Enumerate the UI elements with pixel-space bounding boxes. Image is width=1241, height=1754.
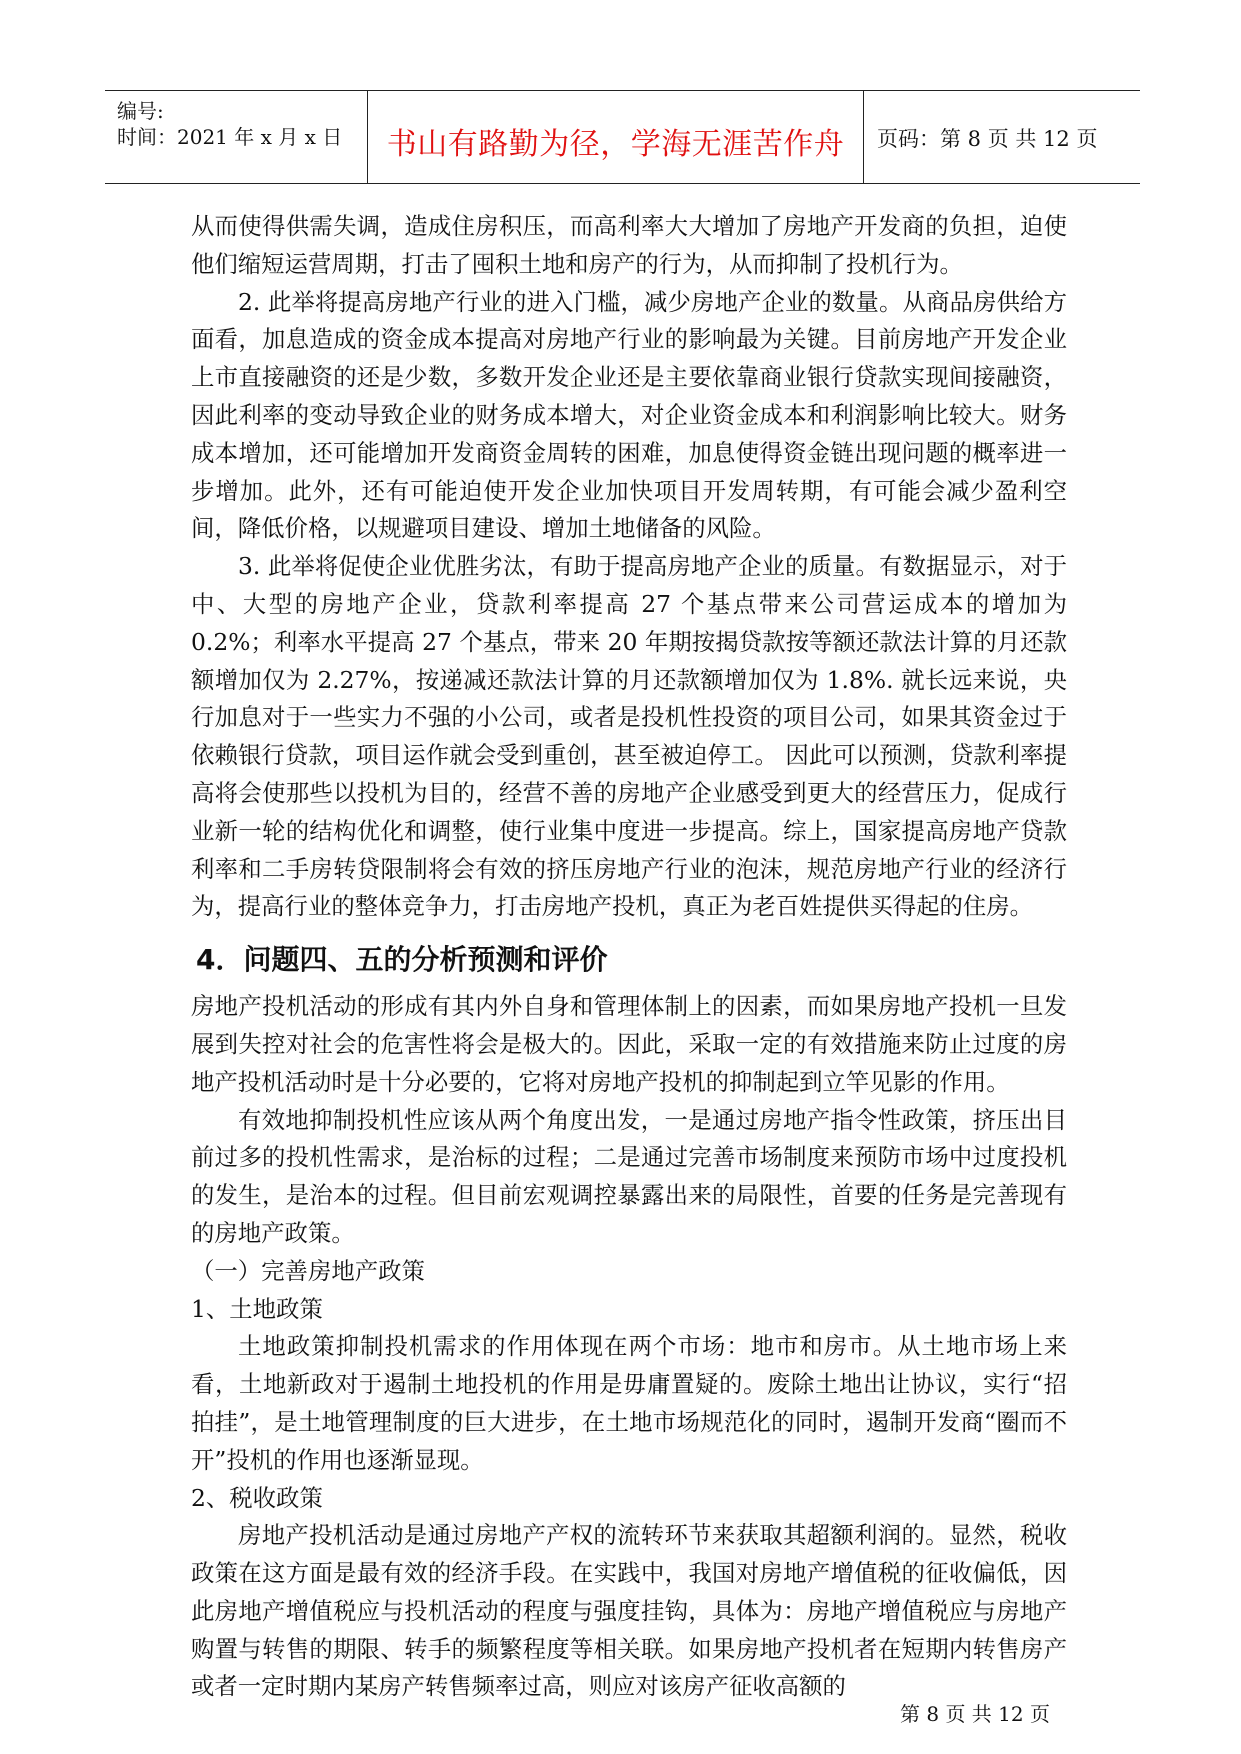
- document-body: [191, 208, 1067, 1706]
- section-heading: 4．问题四、五的分析预测和评价: [196, 943, 608, 977]
- subheading: （一）完善房地产政策: [191, 1256, 425, 1285]
- paragraph: 从而使得供需失调，造成住房积压，而高利率大大增加了房地产开发商的负担，迫使他们缩短运营周期，打击了囤积土地和房产的行为，从而抑制了投机行为。: [191, 212, 1067, 278]
- header-meta-cell: [105, 91, 368, 183]
- paragraph: 房地产投机活动是通过房地产产权的流转环节来获取其超额利润的。显然，税收政策在这方面是最有效的经济手段。在实践中，我国对房地产增值税的征收偏低，因此房地产增值税应与投机活动的程度与强度挂钩，具体为：房地产增值税应与房地产购置与转售的期限、转手的频繁程度等相关联。如果房地产投机者在短期内转售房产或者一定时期内某房产转售频率过高，则应对该房产征收高额的: [191, 1521, 1067, 1701]
- page-footer: 第 8 页 共 12 页: [900, 1702, 1050, 1726]
- header-page-number: 页码：第 8 页 共 12 页: [877, 127, 1098, 151]
- paragraph: 3. 此举将促使企业优胜劣汰，有助于提高房地产企业的质量。有数据显示，对于中、大型的房地产企业，贷款利率提高 27 个基点带来公司营运成本的增加为 0.2%；利率水平提高 27 个基点，带来 20 年期按揭贷款按等额还款法计算的月还款额增加仅为 2.27%，按递减还款法计算的月还款额增加仅为 1.8%. 就长远来说，央行加息对于一些实力不强的小公司，或者是投机性投资的项目公司，如果其资金过于依赖银行贷款，项目运作就会受到重创，甚至被迫停工。 因此可以预测，贷款利率提高将会使那些以投机为目的，经营不善的房地产企业感受到更大的经营压力，促成行业新一轮的结构优化和调整，使行业集中度进一步提高。综上，国家提高房地产贷款利率和二手房转贷限制将会有效的挤压房地产行业的泡沫，规范房地产行业的经济行为，提高行业的整体竞争力，打击房地产投机，真正为老百姓提供买得起的住房。: [191, 552, 1067, 921]
- paragraph: 房地产投机活动的形成有其内外自身和管理体制上的因素，而如果房地产投机一旦发展到失控对社会的危害性将会是极大的。因此，采取一定的有效措施来防止过度的房地产投机活动时是十分必要的，它将对房地产投机的抑制起到立竿见影的作用。: [191, 992, 1067, 1096]
- paragraph: 2. 此举将提高房地产行业的进入门槛，减少房地产企业的数量。从商品房供给方面看，加息造成的资金成本提高对房地产行业的影响最为关键。目前房地产开发企业上市直接融资的还是少数，多数开发企业还是主要依靠商业银行贷款实现间接融资，因此利率的变动导致企业的财务成本增大，对企业资金成本和利润影响比较大。财务成本增加，还可能增加开发商资金周转的困难，加息使得资金链出现问题的概率进一步增加。此外，还有可能迫使开发企业加快项目开发周转期，有可能会减少盈利空间，降低价格，以规避项目建设、增加土地储备的风险。: [191, 287, 1067, 543]
- subheading: 2、税收政策: [191, 1483, 323, 1512]
- header-motto-cell: [368, 91, 864, 183]
- paragraph: 有效地抑制投机性应该从两个角度出发，一是通过房地产指令性政策，挤压出目前过多的投机性需求，是治标的过程；二是通过完善市场制度来预防市场中过度投机的发生，是治本的过程。但目前宏观调控暴露出来的局限性，首要的任务是完善现有的房地产政策。: [191, 1105, 1067, 1247]
- page-header: [105, 90, 1140, 184]
- document-number-label: 编号:: [117, 99, 164, 123]
- paragraph: 土地政策抑制投机需求的作用体现在两个市场：地市和房市。从土地市场上来看，土地新政对于遏制土地投机的作用是毋庸置疑的。废除土地出让协议，实行“招拍挂”，是土地管理制度的巨大进步，在土地市场规范化的同时，遏制开发商“圈而不开”投机的作用也逐渐显现。: [191, 1332, 1067, 1474]
- header-motto: 书山有路勤为径，学海无涯苦作舟: [386, 127, 845, 162]
- document-time-label: 时间：2021 年 x 月 x 日: [117, 125, 343, 149]
- subheading: 1、土地政策: [191, 1294, 323, 1323]
- header-page-cell: [865, 91, 1140, 183]
